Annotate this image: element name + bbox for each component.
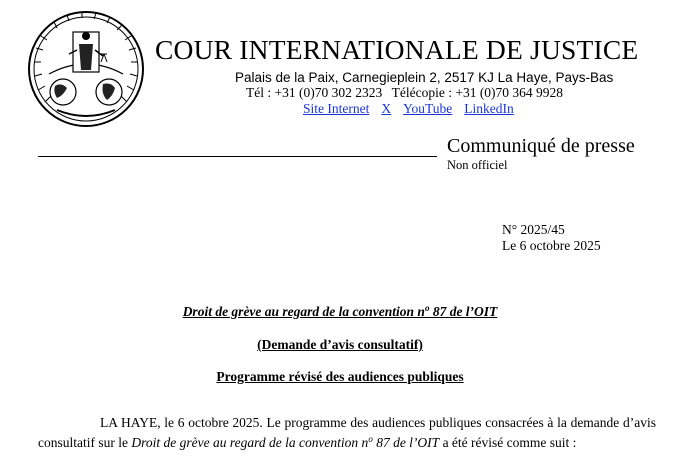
fax-number: Télécopie : +31 (0)70 364 9928 xyxy=(391,85,564,100)
social-links xyxy=(303,101,526,117)
body-case-name xyxy=(131,435,439,450)
link-linkedin[interactable]: LinkedIn xyxy=(464,101,514,116)
press-release-subtitle: Non officiel xyxy=(447,158,508,172)
release-number: N° 2025/45 xyxy=(502,222,565,237)
org-contact xyxy=(246,85,563,101)
case-title-prefix: Droit de grève au regard de la convention n xyxy=(182,304,425,319)
release-date: Le 6 octobre 2025 xyxy=(502,238,601,253)
case-type: (Demande d’avis consultatif) xyxy=(257,337,423,352)
case-title xyxy=(0,303,680,320)
program-title: Programme révisé des audiences publiques xyxy=(216,369,464,384)
body-case-prefix: Droit de grève au regard de la convention n xyxy=(131,435,369,450)
body-case-sup: o xyxy=(368,434,373,444)
link-website[interactable]: Site Internet xyxy=(303,101,370,116)
body-lead: LA HAYE, le 6 octobre 2025. Le programme des audiences publiques consacrées à la demande d’avis consultatif sur le xyxy=(38,415,656,450)
icj-seal-logo xyxy=(27,10,145,128)
link-youtube[interactable]: YouTube xyxy=(403,101,453,116)
press-release-title: Communiqué de presse xyxy=(447,135,635,157)
body-paragraph xyxy=(38,414,656,451)
body-case-suffix: 87 de l’OIT xyxy=(372,435,440,450)
case-title-suffix: 87 de l’OIT xyxy=(429,304,498,319)
link-x[interactable]: X xyxy=(381,101,392,116)
case-title-sup: o xyxy=(424,303,430,313)
header-rule xyxy=(38,156,437,157)
phone-number: Tél : +31 (0)70 302 2323 xyxy=(246,85,383,100)
body-tail: a été révisé comme suit : xyxy=(439,435,577,450)
org-address: Palais de la Paix, Carnegieplein 2, 2517 KJ La Haye, Pays-Bas xyxy=(235,70,614,85)
org-name: COUR INTERNATIONALE DE JUSTICE xyxy=(155,34,639,65)
